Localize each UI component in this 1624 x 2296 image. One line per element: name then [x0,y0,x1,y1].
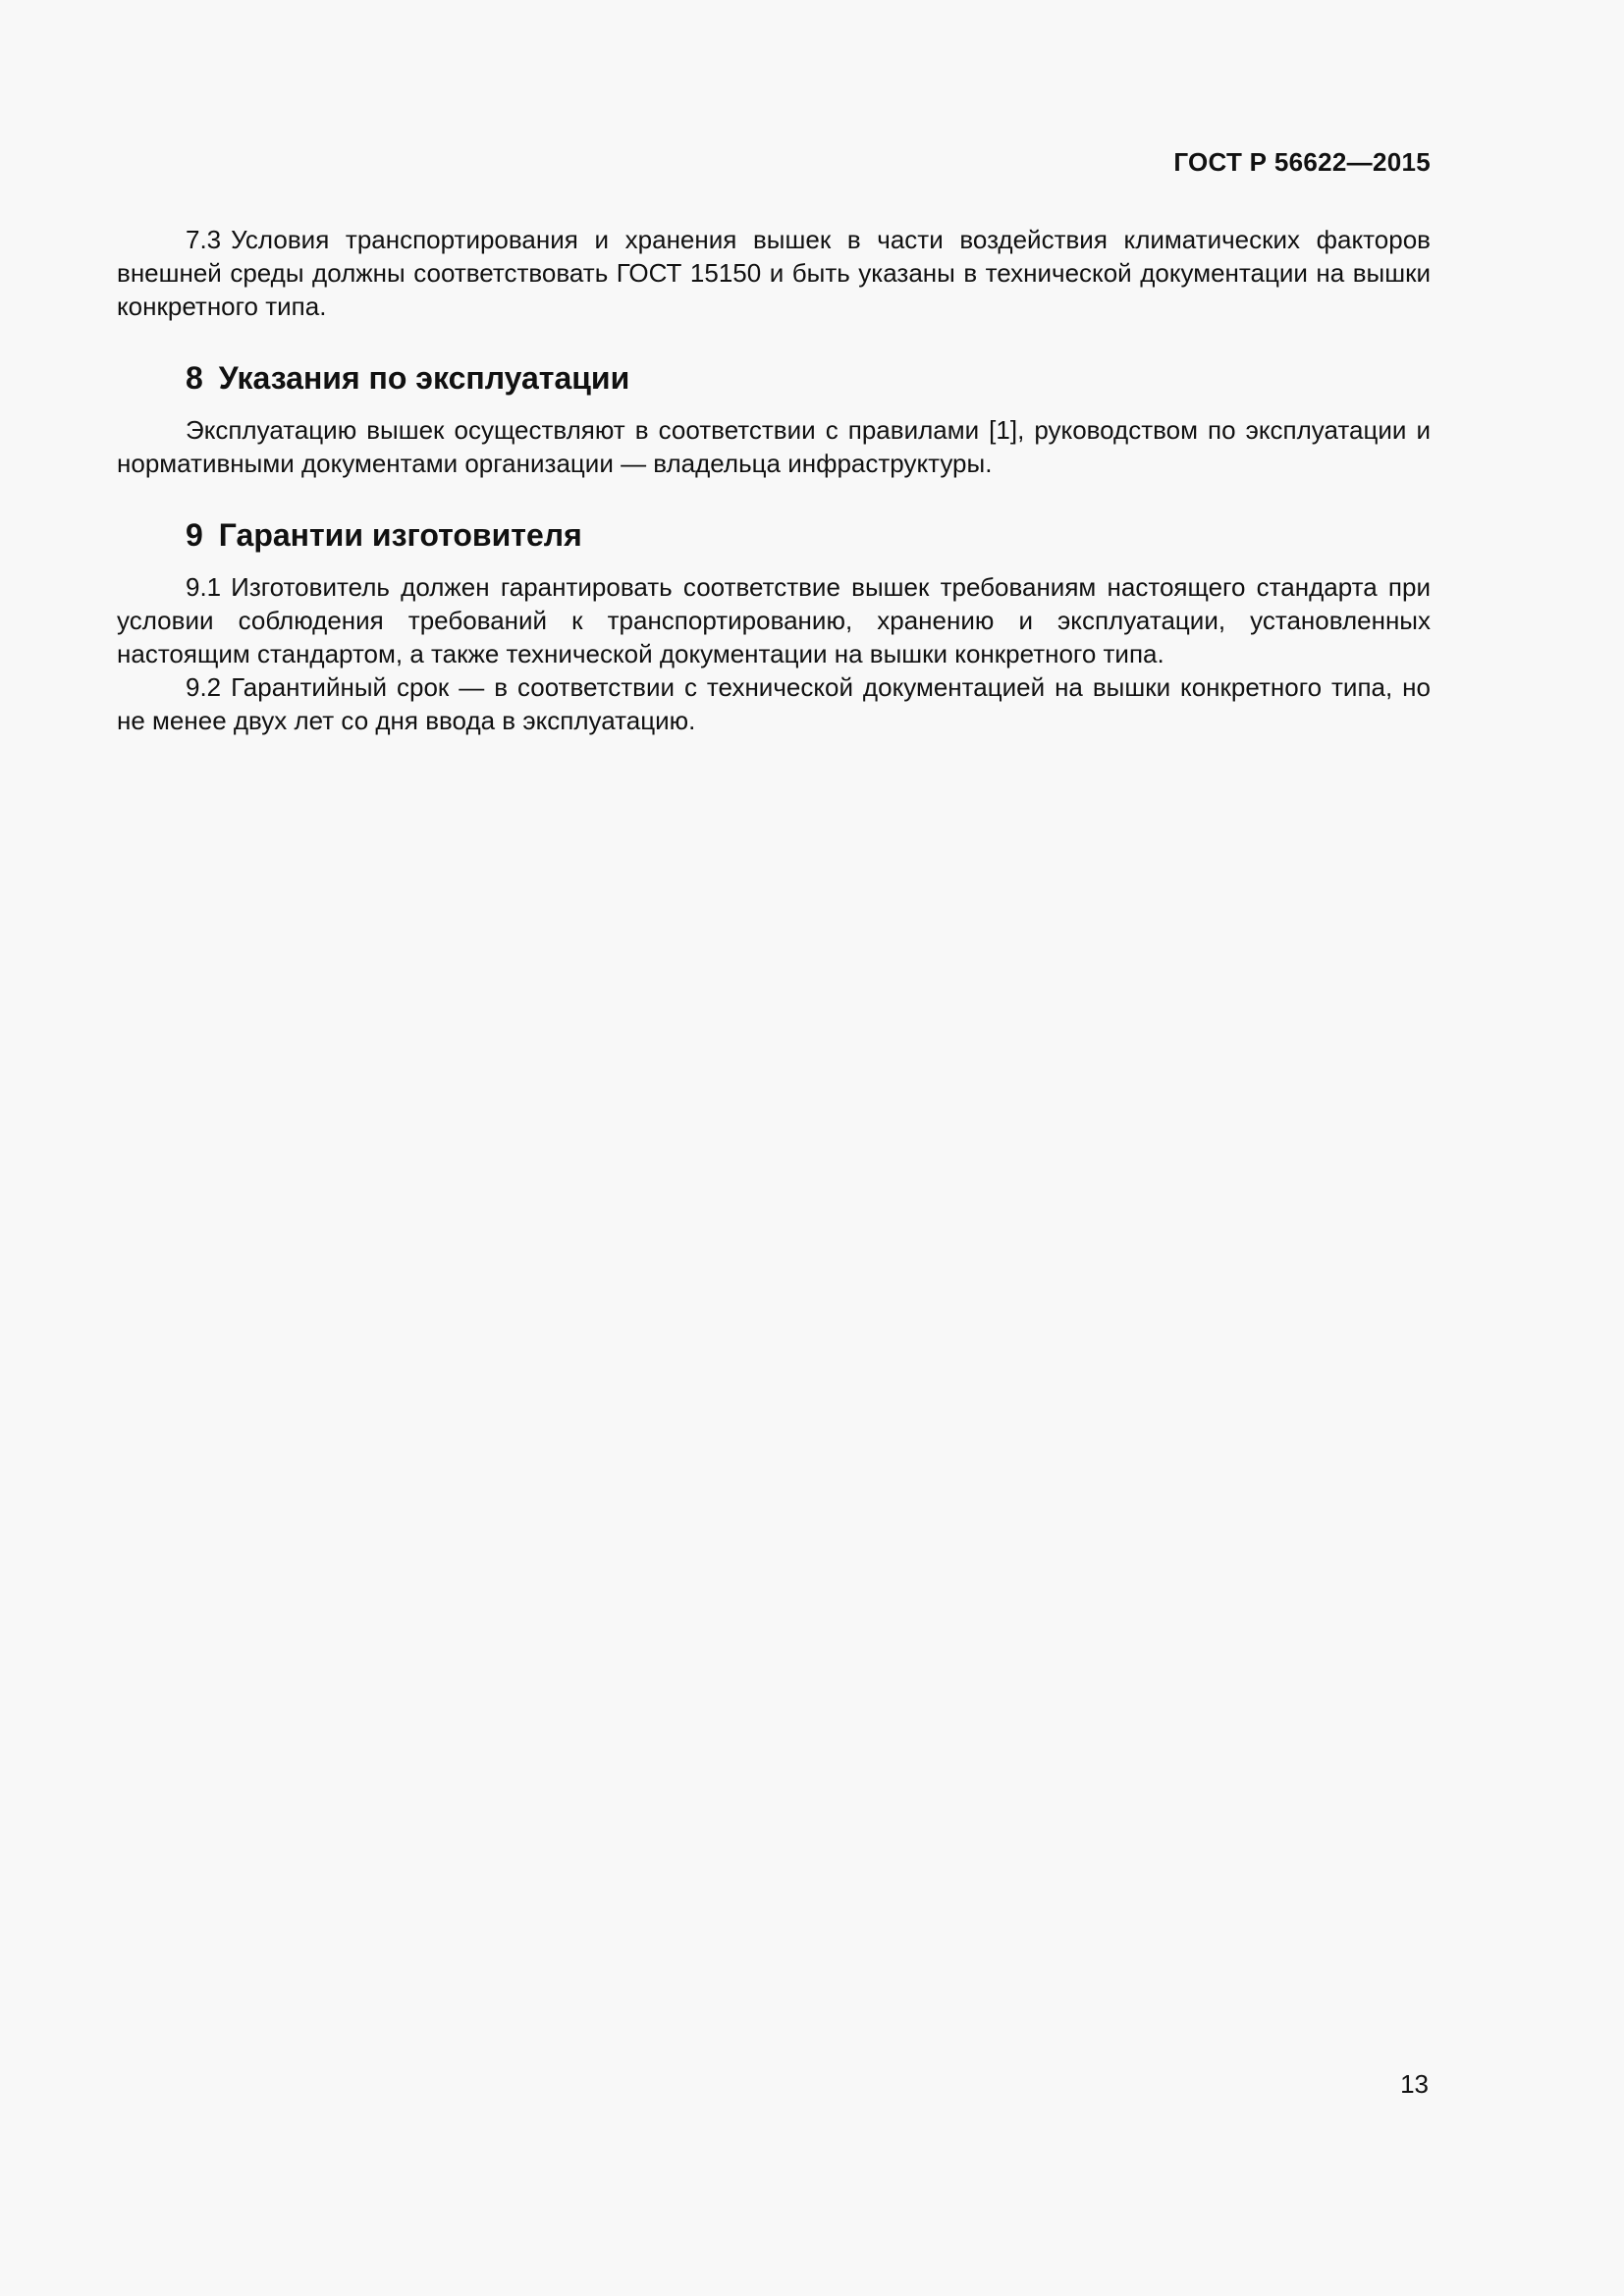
paragraph-9-1 [117,570,1431,670]
paragraph-number: 9.1 [186,572,222,602]
section-heading-8 [117,358,1431,398]
paragraph-9-2 [117,670,1431,737]
section-heading-9 [117,515,1431,555]
paragraph-text: Эксплуатацию вышек осуществляют в соответствии с правилами [1], руководством по эксплуатации и нормативными документами организации — владельца инфраструктуры. [117,415,1431,478]
paragraph-number: 7.3 [186,225,222,254]
section-number: 9 [186,517,203,553]
paragraph-text: Изготовитель должен гарантировать соответствие вышек требованиям настоящего стандарта при условии соблюдения требований к транспортированию, хранению и эксплуатации, установленных настоящим стандартом, а также технической документации на вышки конкретного типа. [117,572,1431,668]
paragraph-7-3 [117,223,1431,323]
paragraph-number: 9.2 [186,672,222,702]
section-title: Указания по эксплуатации [218,360,630,396]
paragraph-text: Гарантийный срок — в соответствии с технической документацией на вышки конкретного типа, но не менее двух лет со дня ввода в эксплуатацию. [117,672,1431,735]
document-code-header: ГОСТ Р 56622—2015 [1173,147,1431,177]
paragraph-8 [117,413,1431,480]
document-content [117,223,1431,737]
section-number: 8 [186,360,203,396]
section-title: Гарантии изготовителя [218,517,582,553]
page-number: 13 [1400,2069,1429,2099]
paragraph-text: Условия транспортирования и хранения вышек в части воздействия климатических факторов внешней среды должны соответствовать ГОСТ 15150 и быть указаны в технической документации на вышки конкретного типа. [117,225,1431,321]
